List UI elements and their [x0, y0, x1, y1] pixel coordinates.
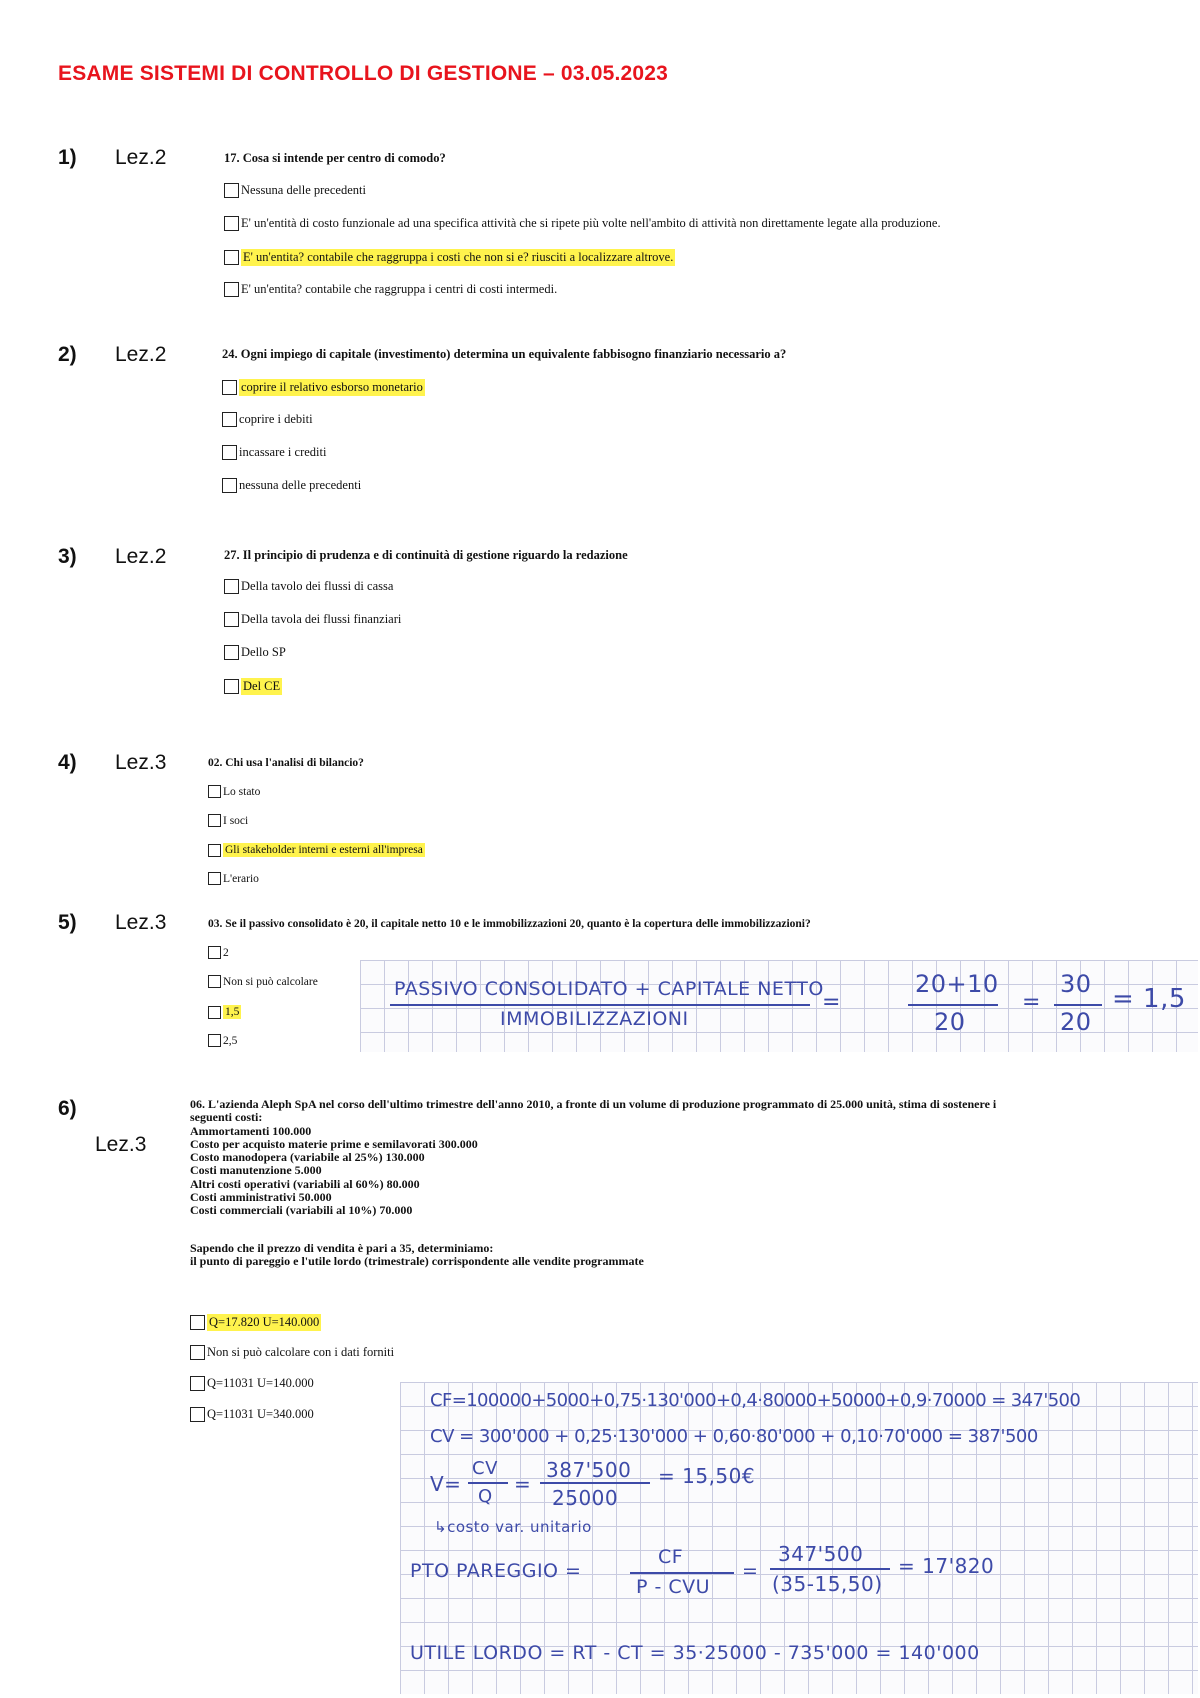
- checkbox[interactable]: [208, 975, 221, 988]
- option-label: I soci: [223, 814, 249, 827]
- option-label: E' un'entita? contabile che raggruppa i centri di costi intermedi.: [241, 282, 558, 296]
- fraction-bar: [908, 1004, 998, 1006]
- option-label-highlighted: Del CE: [243, 679, 281, 693]
- cost-line: Costi amministrativi 50.000: [190, 1190, 332, 1205]
- checkbox[interactable]: [208, 1034, 221, 1047]
- hw-unit-cost-label: V=: [430, 1472, 462, 1496]
- hw-variable-costs: CV = 300'000 + 0,25·130'000 + 0,60·80'000 + 0,10·70'000 = 387'500: [430, 1426, 1038, 1447]
- question-text: 02. Chi usa l'analisi di bilancio?: [208, 757, 364, 769]
- answer-option[interactable]: [222, 445, 326, 460]
- checkbox[interactable]: [222, 412, 237, 427]
- answer-option-correct[interactable]: [224, 678, 282, 695]
- fraction-bar: [1054, 1004, 1102, 1006]
- hw-equals: =: [514, 1472, 532, 1496]
- question-text-block: [190, 1098, 1180, 1268]
- hw-fraction-den: 25000: [552, 1486, 619, 1510]
- lesson-label: Lez.2: [115, 545, 167, 568]
- hw-fraction-num: 30: [1060, 970, 1092, 998]
- question-number: 1): [58, 146, 77, 169]
- option-label: Non si può calcolare con i dati forniti: [207, 1345, 395, 1359]
- checkbox[interactable]: [224, 579, 239, 594]
- question-text: 24. Ogni impiego di capitale (investimento) determina un equivalente fabbisogno finanziario necessario a?: [222, 347, 787, 361]
- fraction-bar: [630, 1572, 734, 1574]
- hw-fraction-num: CF: [658, 1546, 684, 1568]
- cost-line: Costo manodopera (variabile al 25%) 130.000: [190, 1150, 425, 1165]
- checkbox[interactable]: [208, 844, 221, 857]
- hw-gross-profit: UTILE LORDO = RT - CT = 35·25000 - 735'000 = 140'000: [410, 1642, 980, 1664]
- lesson-label: Lez.3: [95, 1133, 147, 1156]
- hw-fraction-den: P - CVU: [636, 1576, 711, 1598]
- checkbox[interactable]: [222, 478, 237, 493]
- answer-option-correct[interactable]: [190, 1314, 321, 1331]
- answer-option[interactable]: [208, 814, 248, 827]
- hw-fraction-den: 20: [934, 1008, 966, 1036]
- option-label: Non si può calcolare: [223, 975, 318, 988]
- option-label: coprire i debiti: [239, 412, 313, 426]
- checkbox[interactable]: [190, 1376, 205, 1391]
- checkbox[interactable]: [190, 1345, 205, 1360]
- answer-option[interactable]: [224, 183, 366, 198]
- answer-option-correct[interactable]: [208, 843, 425, 857]
- hw-fraction-num: 20+10: [915, 970, 999, 998]
- fraction-bar: [468, 1482, 508, 1484]
- answer-option[interactable]: [190, 1345, 394, 1360]
- checkbox[interactable]: [224, 282, 239, 297]
- hw-annotation: ↳costo var. unitario: [434, 1518, 592, 1536]
- hw-fraction-den: Q: [478, 1486, 493, 1507]
- hw-result: = 15,50€: [658, 1464, 756, 1488]
- checkbox[interactable]: [224, 183, 239, 198]
- checkbox[interactable]: [208, 785, 221, 798]
- answer-option-correct[interactable]: [222, 379, 425, 396]
- answer-option[interactable]: [224, 282, 557, 297]
- checkbox[interactable]: [222, 445, 237, 460]
- answer-option[interactable]: [224, 612, 401, 627]
- answer-option[interactable]: [208, 872, 259, 885]
- answer-option[interactable]: [222, 478, 361, 493]
- option-label-highlighted: E' un'entita? contabile che raggruppa i costi che non si e? riusciti a localizzare altrove.: [243, 250, 674, 264]
- checkbox[interactable]: [190, 1315, 205, 1330]
- hw-numerator: PASSIVO CONSOLIDATO + CAPITALE NETTO: [394, 978, 824, 1000]
- hw-fraction-num: 387'500: [546, 1458, 632, 1482]
- option-label: Q=11031 U=340.000: [207, 1407, 314, 1421]
- option-label: 2: [223, 946, 229, 959]
- question-number: 3): [58, 545, 77, 568]
- option-label: Q=11031 U=140.000: [207, 1376, 314, 1390]
- hw-fraction-num: CV: [472, 1458, 498, 1479]
- hw-equals: =: [1022, 990, 1041, 1015]
- answer-option[interactable]: [190, 1407, 314, 1422]
- option-label: Lo stato: [223, 785, 261, 798]
- question-text-line: seguenti costi:: [190, 1110, 263, 1125]
- option-label-highlighted: Gli stakeholder interni e esterni all'impresa: [225, 844, 423, 856]
- answer-option[interactable]: [224, 579, 393, 594]
- fraction-bar: [540, 1482, 650, 1484]
- checkbox[interactable]: [224, 250, 239, 265]
- cost-line: Altri costi operativi (variabili al 60%) 80.000: [190, 1176, 420, 1191]
- checkbox[interactable]: [208, 814, 221, 827]
- answer-option-correct[interactable]: [208, 1005, 241, 1019]
- hw-equals: =: [742, 1560, 759, 1582]
- question-number: 4): [58, 751, 77, 774]
- cost-line: Costi manutenzione 5.000: [190, 1163, 322, 1178]
- option-label: Della tavolo dei flussi di cassa: [241, 579, 394, 593]
- question-text-line: Sapendo che il prezzo di vendita è pari a 35, determiniamo:: [190, 1240, 494, 1255]
- option-label: nessuna delle precedenti: [239, 478, 362, 492]
- option-label: Nessuna delle precedenti: [241, 183, 366, 197]
- question-number: 6): [58, 1097, 77, 1120]
- hw-fraction-den: (35-15,50): [772, 1572, 883, 1596]
- lesson-label: Lez.3: [115, 911, 167, 934]
- checkbox[interactable]: [190, 1407, 205, 1422]
- cost-line: Costi commerciali (variabili al 10%) 70.000: [190, 1203, 413, 1218]
- hw-result: = 17'820: [898, 1554, 995, 1578]
- checkbox[interactable]: [224, 216, 239, 231]
- hw-denominator: IMMOBILIZZAZIONI: [500, 1008, 689, 1030]
- answer-option[interactable]: [208, 946, 229, 959]
- answer-option[interactable]: [208, 1034, 237, 1047]
- option-label-highlighted: Q=17.820 U=140.000: [209, 1315, 320, 1329]
- answer-option[interactable]: [190, 1376, 314, 1391]
- answer-option[interactable]: [222, 412, 313, 427]
- checkbox[interactable]: [208, 872, 221, 885]
- option-label: Dello SP: [241, 645, 286, 659]
- option-label: 2,5: [223, 1034, 238, 1047]
- exam-title: ESAME SISTEMI DI CONTROLLO DI GESTIONE – 03.05.2023: [58, 62, 669, 85]
- hw-equals: =: [822, 990, 841, 1015]
- question-number: 5): [58, 911, 77, 934]
- checkbox[interactable]: [224, 612, 239, 627]
- checkbox[interactable]: [208, 946, 221, 959]
- fraction-bar: [770, 1568, 890, 1570]
- answer-option-correct[interactable]: [224, 249, 675, 266]
- fraction-bar: [390, 1004, 810, 1006]
- checkbox[interactable]: [222, 380, 237, 395]
- question-text-line: il punto di pareggio e l'utile lordo (trimestrale) corrispondente alle vendite programmate: [190, 1253, 644, 1268]
- checkbox[interactable]: [224, 679, 239, 694]
- question-text: 17. Cosa si intende per centro di comodo?: [224, 151, 446, 165]
- option-label-highlighted: coprire il relativo esborso monetario: [241, 380, 423, 394]
- option-label: incassare i crediti: [239, 445, 327, 459]
- answer-option[interactable]: [208, 975, 318, 988]
- question-text: 27. Il principio di prudenza e di continuità di gestione riguardo la redazione: [224, 548, 628, 562]
- hw-fraction-den: 20: [1060, 1008, 1092, 1036]
- hw-break-even-label: PTO PAREGGIO =: [410, 1560, 582, 1582]
- checkbox[interactable]: [224, 645, 239, 660]
- lesson-label: Lez.2: [115, 343, 167, 366]
- question-number: 2): [58, 343, 77, 366]
- question-text: 03. Se il passivo consolidato è 20, il capitale netto 10 e le immobilizzazioni 20, quanto è la copertura delle immobilizzazioni?: [208, 918, 811, 930]
- hw-result: = 1,5: [1112, 984, 1186, 1014]
- option-label: E' un'entità di costo funzionale ad una specifica attività che si ripete più volte nell'ambito di attività non direttamente legate alla produzione.: [241, 216, 941, 230]
- handwritten-note-q5: [360, 960, 1198, 1052]
- option-label: Della tavola dei flussi finanziari: [241, 612, 402, 626]
- lesson-label: Lez.2: [115, 146, 167, 169]
- option-label: L'erario: [223, 872, 259, 885]
- handwritten-note-q6: [400, 1382, 1198, 1694]
- hw-fraction-num: 347'500: [778, 1542, 864, 1566]
- hw-fixed-costs: CF=100000+5000+0,75·130'000+0,4·80000+50000+0,9·70000 = 347'500: [430, 1390, 1081, 1411]
- cost-line: Ammortamenti 100.000: [190, 1123, 312, 1138]
- option-label-highlighted: 1,5: [225, 1006, 240, 1018]
- answer-option[interactable]: [224, 216, 941, 231]
- cost-line: Costo per acquisto materie prime e semilavorati 300.000: [190, 1136, 478, 1151]
- answer-option[interactable]: [224, 645, 286, 660]
- checkbox[interactable]: [208, 1006, 221, 1019]
- lesson-label: Lez.3: [115, 751, 167, 774]
- answer-option[interactable]: [208, 785, 260, 798]
- question-text-line: 06. L'azienda Aleph SpA nel corso dell'ultimo trimestre dell'anno 2010, a fronte di un volume di produzione programmato di 25.000 unità, stima di sostenere i: [190, 1097, 997, 1111]
